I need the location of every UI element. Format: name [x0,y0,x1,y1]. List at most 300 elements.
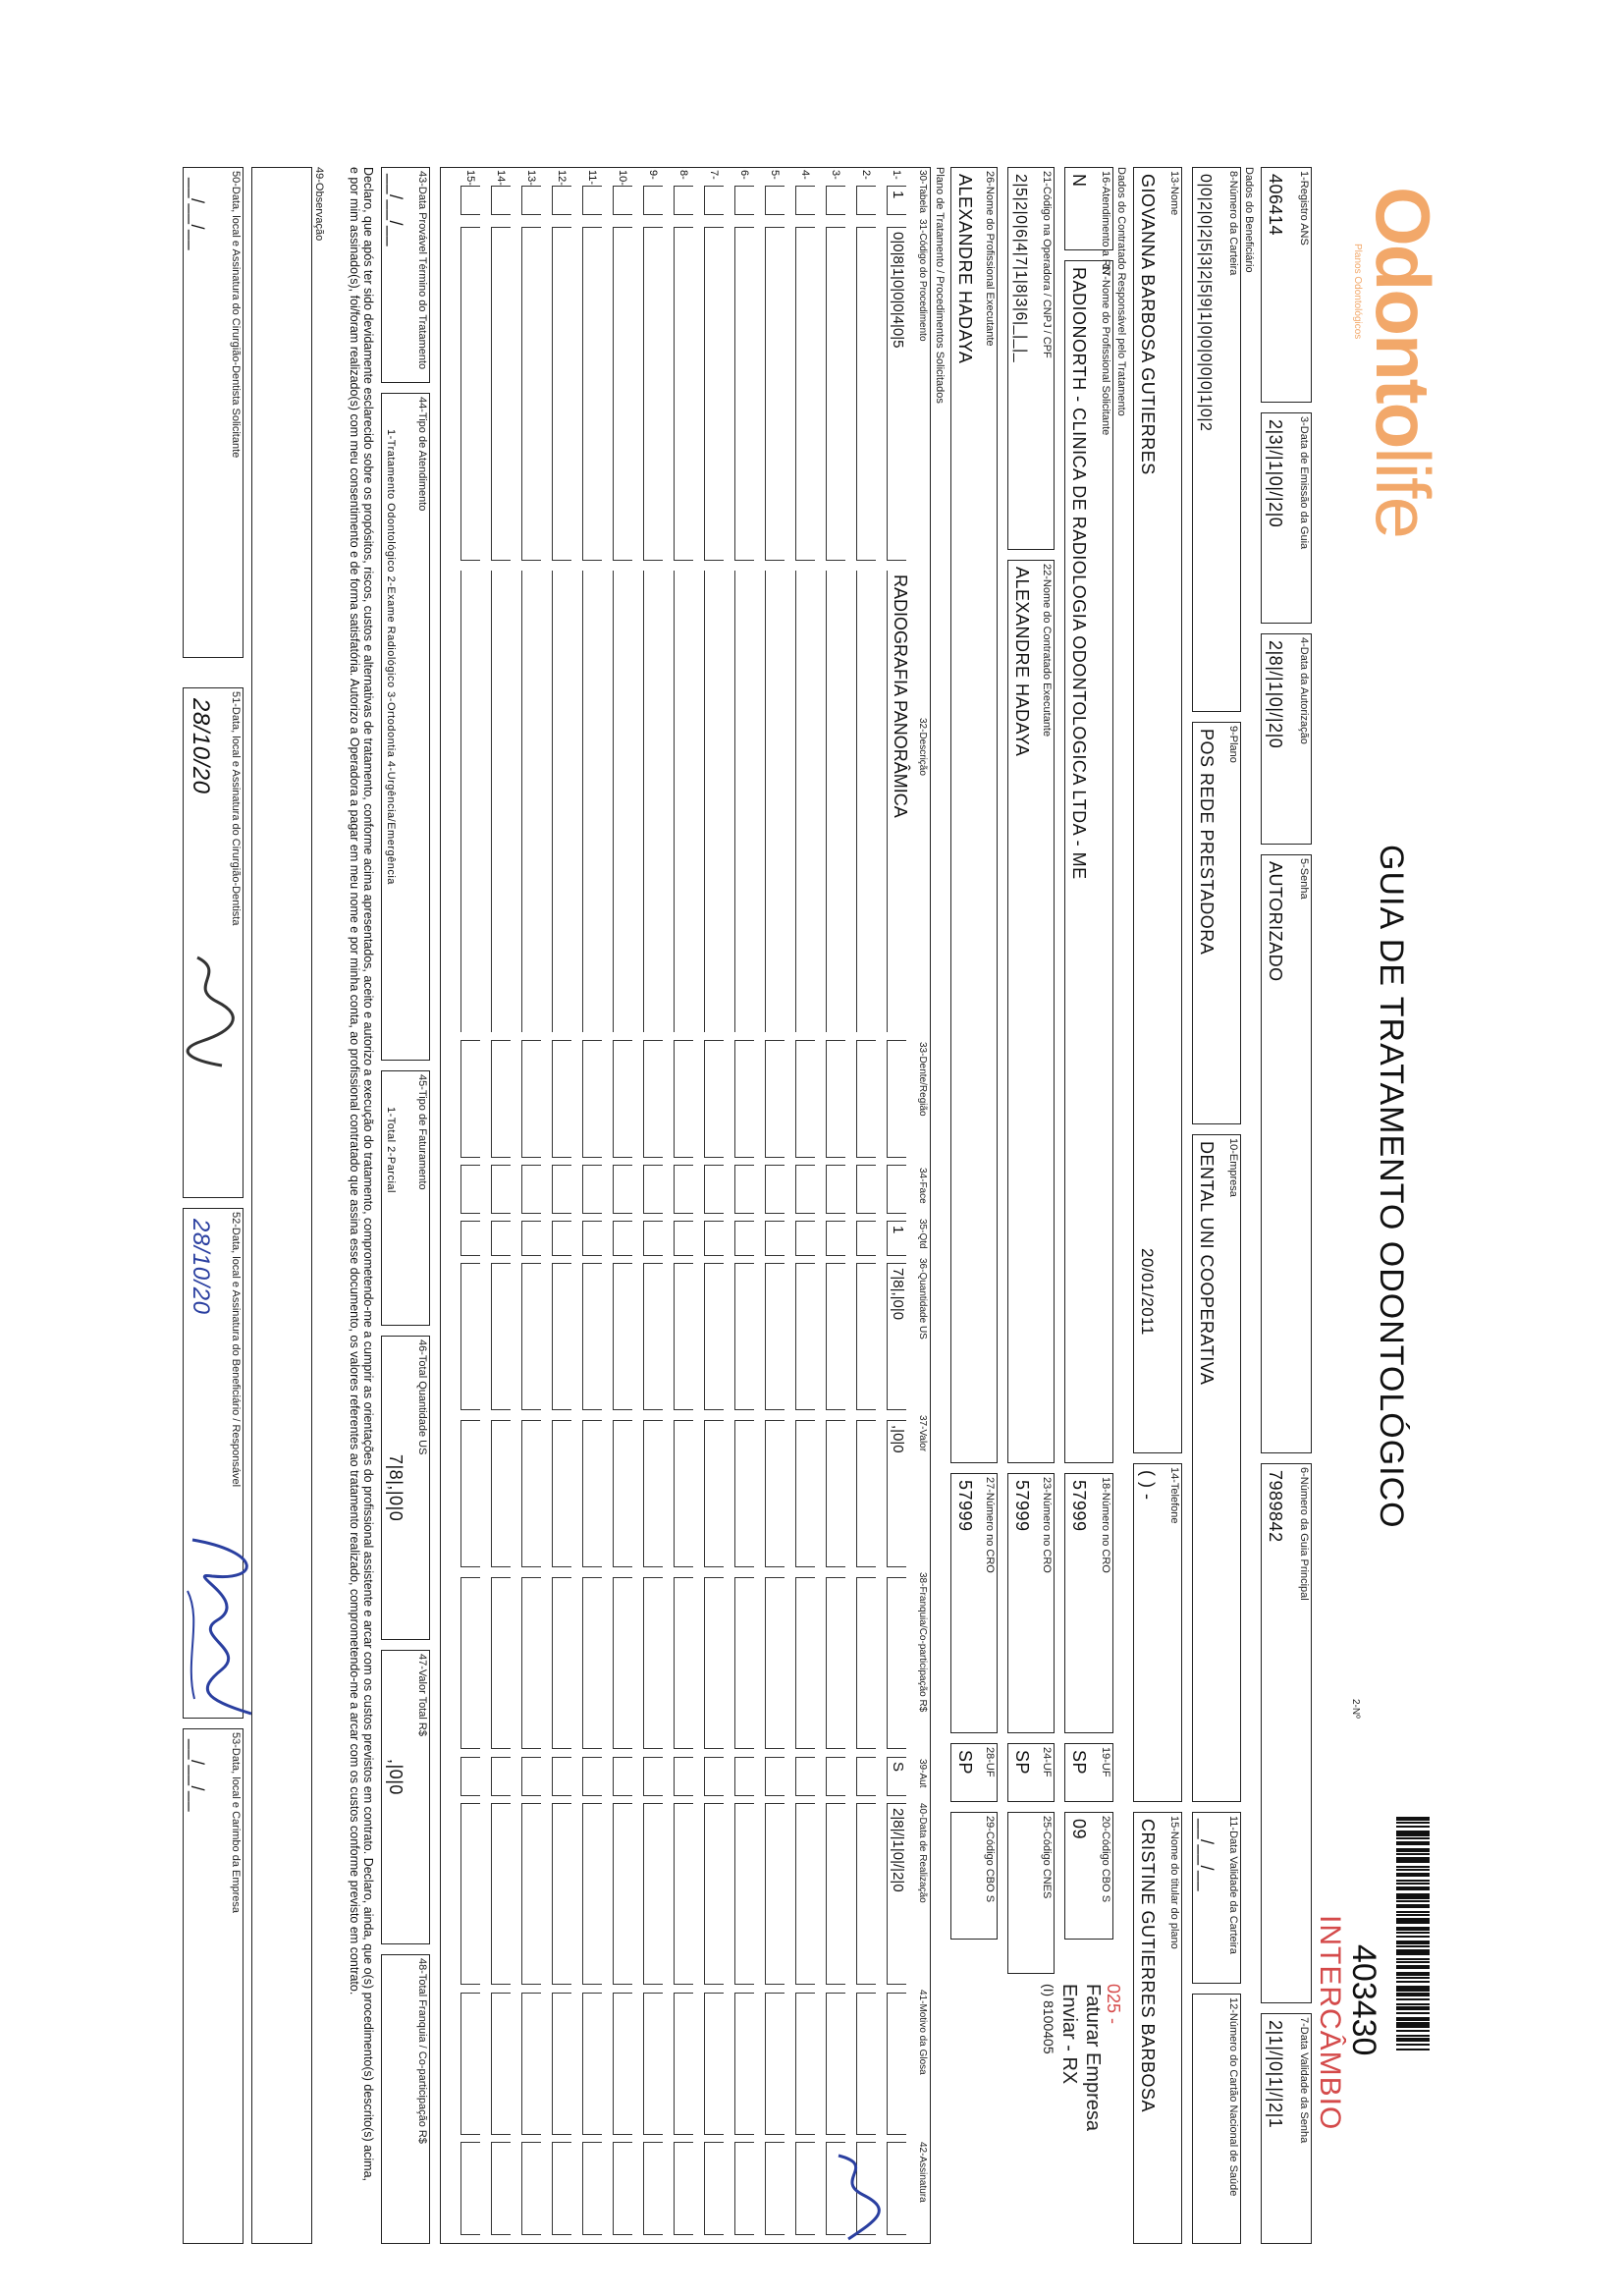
cell-value-qtd: 1 [890,1226,906,1234]
table-cell [552,1420,571,1567]
value-registro-ans: 406414 [1266,174,1285,237]
barcode-bar [1396,1977,1430,1979]
section-procedimentos: Plano de Tratamento / Procedimentos Solicitados [934,167,946,404]
barcode-bar [1396,1826,1430,1828]
table-cell [582,1040,602,1158]
table-cell [674,2142,693,2235]
table-cell [552,1221,571,1256]
label-validade-carteira: 11-Data Validade da Carteira [1227,1816,1239,1954]
value-senha: AUTORIZADO [1266,861,1285,982]
label-data-autorizacao: 4-Data da Autorização [1298,637,1310,744]
table-cell [674,227,693,561]
field-registro-ans [1261,167,1312,403]
table-cell [704,1263,724,1410]
label-tipo-atendimento: 44-Tipo de Atendimento [416,397,428,512]
label-registro-ans: 1-Registro ANS [1298,171,1310,246]
intercambio-stamp: INTERCÂMBIO [1314,1915,1346,2131]
options-tipo-atendimento: 1-Tratamento Odontológico 2-Exame Radiológico 3-Ortodontia 4-Urgência/Emergência [385,429,397,885]
table-cell [887,186,906,215]
field-uf-executante [1007,1743,1055,1802]
table-cell [613,1040,632,1158]
table-cell [613,227,632,561]
label-cro-profissional: 27-Número no CRO [984,1477,996,1573]
table-cell [704,1420,724,1567]
field-validade-carteira [1192,1812,1241,1984]
col-face: 34-Face [917,1168,928,1204]
barcode-bar [1396,1993,1430,1996]
table-cell [826,186,845,215]
barcode-bar [1396,2035,1430,2037]
table-cell [826,227,845,561]
value-plano: POS REDE PRESTADORA [1197,729,1217,956]
table-cell [491,1040,511,1158]
beneficiary-signature-icon [178,1532,271,1719]
barcode-bar [1396,1880,1430,1882]
table-cell [460,186,480,215]
value-validade-carteira: __/__/__ [1197,1819,1217,1892]
cell-value-quantidade_us: 7|8|,|0|0 [890,1268,906,1321]
field-assinatura-cirurgiao [183,687,244,1198]
table-cell [887,1165,906,1214]
value-valor-total: ,|0|0 [386,1759,406,1795]
table-cell [643,1993,663,2135]
row-number: 11- [586,170,598,186]
row-number: 15- [464,170,476,186]
table-cell [552,186,571,215]
table-cell [643,1221,663,1256]
table-cell [491,1165,511,1214]
table-cell [613,1757,632,1796]
table-cell [613,1803,632,1985]
table-cell [826,1263,845,1410]
section-beneficiario: Dados do Beneficiário [1243,167,1255,273]
field-total-franquia [381,1954,430,2244]
table-cell [613,571,632,1032]
field-validade-senha [1261,2013,1312,2244]
table-cell [795,1040,815,1158]
table-cell [734,1221,754,1256]
table-cell [826,1420,845,1567]
table-cell [734,1803,754,1985]
field-valor-total [381,1650,430,1944]
field-atendimento-rn [1064,167,1113,275]
table-cell [643,1165,663,1214]
barcode-bar [1396,2044,1430,2046]
table-cell [887,1577,906,1749]
table-cell [674,1803,693,1985]
table-cell [552,227,571,561]
table-cell [521,1993,541,2135]
cell-value-valor: ,|0|0 [890,1425,906,1453]
table-cell [521,1757,541,1796]
table-cell [552,1040,571,1158]
label-senha: 5-Senha [1298,858,1310,900]
table-cell [674,571,693,1032]
barcode-bar [1396,2017,1430,2021]
value-data-emissao: 2|3|/|1|0|/|2|0 [1266,419,1285,528]
table-cell [734,571,754,1032]
value-data-nascimento: 20/01/2011 [1138,1248,1157,1336]
table-cell [795,227,815,561]
barcode-bar [1396,1965,1430,1969]
row-number: 7- [708,170,720,180]
label-data-emissao: 3-Data de Emissão da Guia [1298,416,1310,550]
table-cell [643,1757,663,1796]
table-cell [613,1577,632,1749]
field-profissional-solicitante [1064,260,1113,1463]
table-cell [582,1757,602,1796]
table-cell [826,1803,845,1985]
table-cell [582,1221,602,1256]
col-qtd: 35-Qtd [917,1219,928,1249]
table-cell [887,1993,906,2135]
value-telefone: ( ) - [1138,1470,1158,1501]
value-guia-principal: 7989842 [1266,1470,1285,1543]
value-codigo-operadora: 2|5|2|0|6|4|7|1|8|3|6|_|_|_ [1012,174,1029,363]
table-cell [795,1577,815,1749]
table-cell [734,227,754,561]
value-cbo-solicitante: 09 [1069,1819,1089,1840]
field-contratado-executante [1007,560,1055,1463]
label-atendimento-rn: 16-Atendimento a RN [1100,171,1111,275]
barcode-bar [1396,1853,1430,1855]
table-cell [826,1993,845,2135]
label-uf-profissional: 28-UF [984,1747,996,1777]
barcode-bar [1396,1848,1430,1852]
table-cell [704,1221,724,1256]
table-cell [856,1263,876,1410]
field-cro-profissional [950,1473,998,1733]
table-cell [765,2142,785,2235]
value-uf-executante: SP [1012,1750,1032,1776]
table-cell [887,571,910,1032]
table-cell [552,571,571,1032]
barcode-bar [1396,1841,1430,1845]
table-cell [795,1420,815,1567]
table-cell [734,186,754,215]
table-cell [582,2142,602,2235]
table-cell [856,1221,876,1256]
value-cro-executante: 57999 [1012,1480,1032,1532]
barcode-bar [1396,1831,1430,1836]
row-number: 3- [830,170,841,180]
note-code: 025 - [1104,1984,1123,2025]
table-cell [460,1263,480,1410]
row-number: 4- [799,170,811,180]
table-cell [795,1757,815,1796]
barcode-bar [1396,2012,1430,2014]
label-total-us: 46-Total Quantidade US [416,1339,428,1455]
table-cell [582,1263,602,1410]
field-carimbo-empresa [183,1728,244,2244]
label-valor-total: 47-Valor Total R$ [416,1654,428,1736]
barcode-bar [1396,1837,1430,1839]
table-cell [826,1221,845,1256]
label-plano: 9-Plano [1227,726,1239,763]
table-cell [491,1993,511,2135]
col-dente: 33-Dente/Região [917,1042,928,1117]
table-cell [674,1420,693,1567]
value-atendimento-rn: N [1069,174,1089,188]
label-profissional-solicitante: 17-Nome do Profissional Solicitante [1100,264,1111,436]
value-previsao-termino: __/__/__ [386,174,406,247]
value-profissional-solicitante: RADIONORTH - CLINICA DE RADIOLOGIA ODONTOLOGICA LTDA - ME [1069,267,1089,880]
barcode-bar [1396,1927,1430,1931]
table-cell [704,1040,724,1158]
field-codigo-operadora [1007,167,1055,550]
barcode-bar [1396,1857,1430,1863]
barcode-bar [1396,1998,1430,2000]
barcode-bar [1396,2049,1430,2050]
barcode-bar [1396,2038,1430,2042]
table-cell [613,1221,632,1256]
table-cell [582,571,602,1032]
table-cell [734,1263,754,1410]
odontolife-logo [1358,187,1447,537]
table-cell [613,2142,632,2235]
table-cell [643,1263,663,1410]
table-cell [856,1165,876,1214]
field-total-us [381,1336,430,1640]
label-total-franquia: 48-Total Franquia / Co-participação R$ [416,1958,428,2144]
cell-value-tabela: 1 [890,191,906,199]
table-cell [674,1993,693,2135]
field-cro-solicitante [1064,1473,1113,1733]
field-uf-solicitante [1064,1743,1113,1802]
table-cell [765,1577,785,1749]
label-cns: 12-Número do Cartão Nacional de Saúde [1227,1997,1239,2197]
value-uf-profissional: SP [955,1750,975,1776]
table-cell [765,1221,785,1256]
table-cell [887,2142,906,2235]
page-title: GUIA DE TRATAMENTO ODONTOLÓGICO [1373,845,1410,1529]
table-cell [704,186,724,215]
col-aut: 39-Aut [917,1759,928,1788]
table-cell [460,1577,480,1749]
label-observacao: 49-Observação [313,167,325,242]
table-cell [795,1993,815,2135]
table-cell [674,1221,693,1256]
table-cell [521,1040,541,1158]
value-data-autorizacao: 2|8|/|1|0|/|2|0 [1266,640,1285,749]
table-cell [856,571,876,1032]
row-number: 1- [891,170,902,180]
note-line2: Enviar - RX [1058,1984,1080,2085]
label-contratado-executante: 22-Nome do Contratado Executante [1041,564,1053,738]
row-number: 2- [860,170,872,180]
label-cbo-profissional: 29-Código CBO S [984,1816,996,1903]
field-cbo-solicitante [1064,1812,1113,1940]
label-guia-principal: 6-Número da Guia Principal [1298,1467,1310,1601]
table-cell [491,1803,511,1985]
label-codigo-operadora: 21-Código na Operadora / CNPJ / CPF [1041,171,1053,358]
barcode-bar [1396,1932,1430,1934]
table-cell [704,1803,724,1985]
barcode-bar [1396,1817,1430,1821]
label-tipo-faturamento: 45-Tipo de Faturamento [416,1074,428,1190]
treatment-guide-form [173,167,1446,2259]
barcode-bar [1396,1886,1430,1890]
declaration-text: Declaro, que após ter sido devidamente esclarecido sobre os propósitos, riscos, custos e alternativas de tratamento, conforme acima apresentados, aceito e autorizo a execução do tratamento, comprometendo-me a cumprir as orientações do profissional assistente e arcar com os custos previstos em contrato. Declaro, ainda, que o(s) procedimento(s) descrito(s) acima, e por mim assinado(s), foi/foram realizado(s) com meu consentimento e de forma satisfatória. Autorizo a Operadora a pagar em meu nome e por minha conta, ao profissional contratado que assina esse documento, os valores referentes ao tratamento realizado, comprometendo-me a arcar com os custos conforme previsto em contrato. [348,167,375,2181]
label-profissional-executante: 26-Nome do Profissional Executante [984,171,996,347]
field-numero-carteira [1192,167,1241,712]
table-cell [643,1040,663,1158]
barcode-bar [1396,1904,1430,1908]
field-tipo-faturamento [381,1070,430,1326]
table-cell [765,1993,785,2135]
table-cell [795,1221,815,1256]
table-cell [674,186,693,215]
barcode-number: 403430 [1345,1944,1382,2056]
table-cell [552,1803,571,1985]
table-cell [765,1420,785,1567]
table-cell [613,1420,632,1567]
table-cell [887,1263,906,1410]
table-cell [552,1757,571,1796]
row-number: 8- [677,170,689,180]
section-contratado: Dados do Contratado Responsável pelo Tratamento [1115,167,1127,416]
note-line3: (I) 8100405 [1041,1984,1056,2054]
table-cell [552,1165,571,1214]
table-cell [460,1221,480,1256]
table-cell [734,1040,754,1158]
table-cell [643,1420,663,1567]
row-number: 5- [769,170,781,180]
table-cell [460,1040,480,1158]
table-cell [795,1263,815,1410]
table-cell [521,186,541,215]
value-cro-profissional: 57999 [955,1480,975,1532]
field-telefone [1133,1463,1182,1802]
table-cell [826,571,845,1032]
barcode-bar [1396,1981,1430,1983]
table-cell [674,1263,693,1410]
table-cell [491,2142,511,2235]
col-codigo: 31-Código do Procedimento [917,219,928,342]
barcode-bar [1396,1949,1430,1955]
table-cell [613,186,632,215]
table-cell [491,1263,511,1410]
barcode-bar [1396,1869,1430,1871]
table-cell [704,1757,724,1796]
barcode-bar [1396,1900,1430,1902]
table-cell [521,1577,541,1749]
table-cell [765,1757,785,1796]
field-data-autorizacao [1261,633,1312,845]
field-empresa [1192,1134,1241,1802]
field-nome [1133,167,1182,1453]
label-uf-solicitante: 19-UF [1100,1747,1111,1777]
table-cell [887,1040,906,1158]
col-assinatura: 42-Assinatura [917,2142,928,2203]
row-number: 14- [495,170,507,186]
barcode-bar [1396,1936,1430,1938]
row-number: 13- [525,170,537,186]
table-cell [734,1420,754,1567]
table-cell [826,1577,845,1749]
label-sig51: 51-Data, local e Assinatura do Cirurgião-Dentista [230,691,242,926]
table-cell [887,1803,906,1985]
col-descricao: 32-Descrição [917,718,928,776]
logo-text-odonto: Odonto [1360,187,1446,448]
table-cell [521,571,541,1032]
table-cell [643,2142,663,2235]
label-cro-solicitante: 18-Número no CRO [1100,1477,1111,1573]
value-uf-solicitante: SP [1069,1750,1089,1776]
table-cell [582,1577,602,1749]
value-titular: CRISTINE GUTIERRES BARBOSA [1138,1819,1158,2113]
label-cnes: 25-Código CNES [1041,1816,1053,1899]
table-cell [552,1263,571,1410]
row-number: 9- [647,170,659,180]
table-cell [491,186,511,215]
label-sig52: 52-Data, local e Assinatura do Beneficiário / Responsável [230,1212,242,1488]
label-empresa: 10-Empresa [1227,1138,1239,1197]
barcode-bar [1396,1941,1430,1944]
table-cell [643,1577,663,1749]
table-cell [765,1040,785,1158]
logo-tagline: Planos Odontológicos [1352,244,1363,340]
field-previsao-termino [381,167,430,383]
barcode-bar [1396,2030,1430,2032]
barcode-bar [1396,1893,1430,1899]
value-nome: GIOVANNA BARBOSA GUTIERRES [1138,174,1158,475]
table-cell [795,1803,815,1985]
table-cell [491,1757,511,1796]
guide-number-label: 2-Nº [1350,1699,1361,1719]
value-numero-carteira: 0|0|2|0|2|5|3|2|5|9|1|0|0|0|0|0|1|0|2 [1197,174,1214,432]
table-cell [460,571,480,1032]
table-cell [582,1803,602,1985]
table-cell [734,1993,754,2135]
table-cell [734,1577,754,1749]
table-cell [460,2142,480,2235]
value-sig52: 28/10/20 [188,1219,214,1315]
table-cell [704,1165,724,1214]
label-validade-senha: 7-Data Validade da Senha [1298,2017,1310,2144]
barcode-bar [1396,1822,1430,1824]
table-cell [643,227,663,561]
table-cell [795,186,815,215]
table-cell [552,1993,571,2135]
table-cell [704,571,724,1032]
label-sig53: 53-Data, local e Carimbo da Empresa [230,1732,242,1914]
value-validade-senha: 2|1|/|0|1|/|2|1 [1266,2020,1285,2129]
table-cell [704,227,724,561]
label-nome: 13-Nome [1168,171,1180,216]
row-number: 6- [738,170,750,180]
row-signature-icon [829,2151,888,2244]
field-senha [1261,854,1312,1453]
note-line1: Faturar Empresa [1082,1984,1104,2132]
table-cell [826,1040,845,1158]
table-cell [856,1993,876,2135]
barcode-bar [1396,1958,1430,1960]
field-tipo-atendimento [381,393,430,1061]
table-cell [856,1040,876,1158]
logo-text-life: life [1360,447,1446,537]
field-uf-profissional [950,1743,998,1802]
value-sig50: __/__/__ [188,178,207,251]
table-cell [491,1221,511,1256]
table-cell [734,1757,754,1796]
table-cell [491,227,511,561]
table-cell [491,1420,511,1567]
value-profissional-executante: ALEXANDRE HADAYA [955,174,975,364]
table-cell [887,1420,906,1567]
barcode-bar [1396,1986,1430,1992]
table-cell [521,1420,541,1567]
